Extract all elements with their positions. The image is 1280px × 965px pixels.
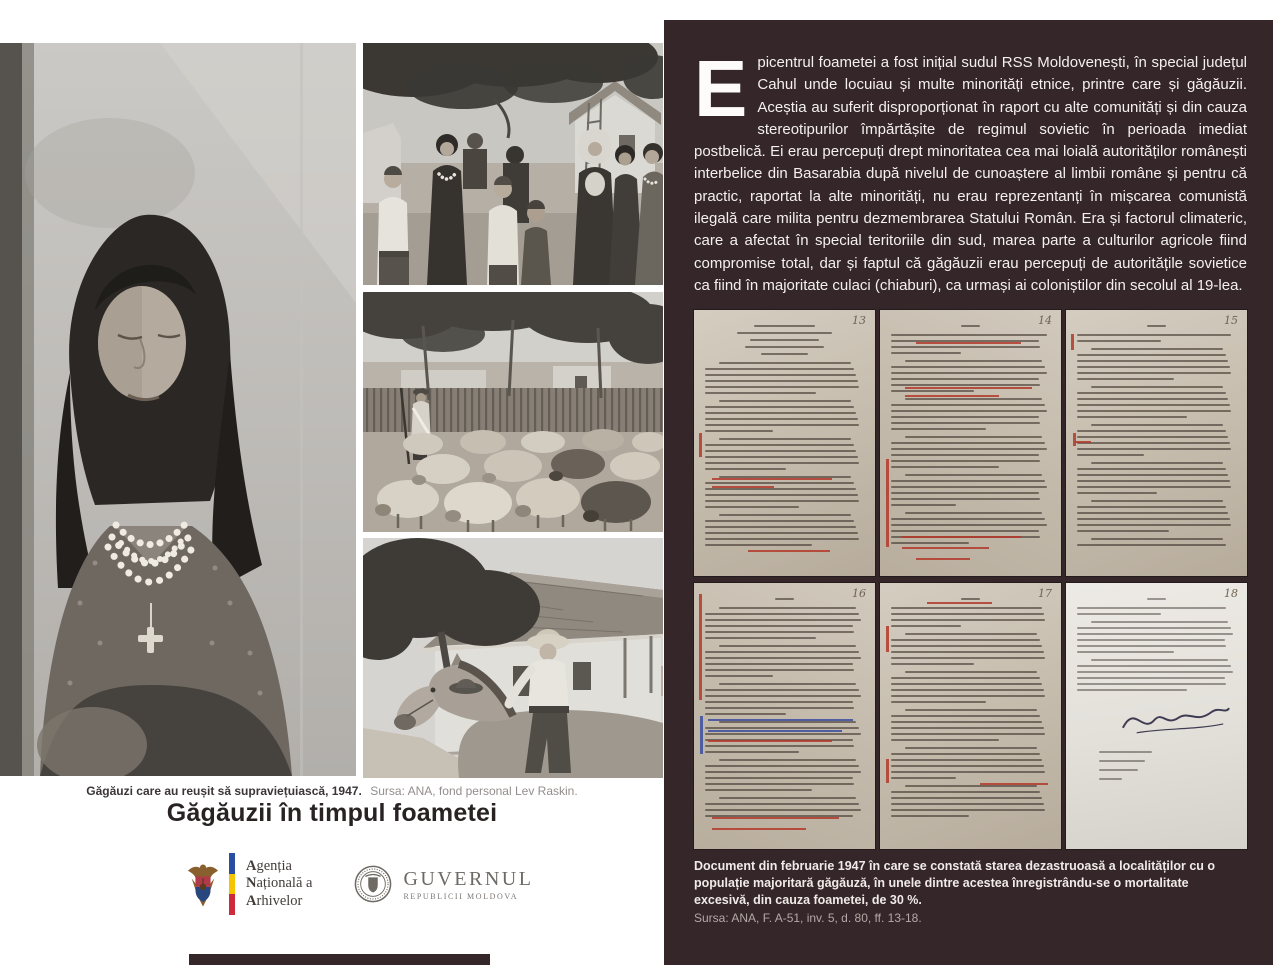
document-page-number: 17 bbox=[1038, 587, 1052, 601]
document-scan bbox=[880, 310, 1061, 576]
red-pencil-mark bbox=[712, 817, 839, 819]
photo-caption-text: Găgăuzi care au reușit să supraviețuiască, 1947. bbox=[86, 784, 362, 798]
red-pencil-mark bbox=[712, 486, 774, 488]
government-name: GUVERNUL bbox=[403, 867, 534, 890]
government-subtitle: REPUBLICII MOLDOVA bbox=[403, 891, 519, 901]
document-scan bbox=[1066, 310, 1247, 576]
photo-caption-source: Sursa: ANA, fond personal Lev Raskin. bbox=[370, 784, 578, 798]
document-page-number: 14 bbox=[1038, 314, 1052, 328]
document-caption-text: Document din februarie 1947 în care se constată starea dezastruoasă a localităților cu o populație majoritară găgăuză, în unele dintre acestea înregistrându-se o mortalitate excesivă, din cauza foametei, de 30 %. bbox=[694, 859, 1216, 908]
red-pencil-mark bbox=[905, 387, 1032, 389]
document-header-lines bbox=[705, 325, 864, 355]
document-grid bbox=[694, 310, 1247, 849]
red-pencil-mark bbox=[902, 547, 989, 549]
photo-child-on-horse bbox=[363, 538, 663, 778]
red-pencil-mark bbox=[916, 342, 1021, 344]
red-pencil-mark bbox=[699, 594, 702, 700]
red-pencil-mark bbox=[1073, 433, 1076, 446]
red-pencil-mark bbox=[699, 433, 702, 457]
red-pencil-mark bbox=[1071, 334, 1074, 350]
document-scan bbox=[880, 583, 1061, 849]
red-pencil-mark bbox=[712, 828, 806, 830]
red-pencil-mark bbox=[905, 395, 999, 397]
text-panel bbox=[664, 20, 1273, 965]
photo-group-villagers bbox=[363, 43, 663, 285]
document-text-lines bbox=[1077, 607, 1236, 691]
red-pencil-mark bbox=[916, 558, 970, 560]
red-pencil-mark bbox=[708, 740, 831, 742]
document-header-lines bbox=[705, 598, 864, 600]
document-caption-source: Sursa: ANA, F. A-51, inv. 5, d. 80, ff. 13-18. bbox=[694, 911, 922, 926]
ana-logo-line: Națională a bbox=[246, 875, 313, 892]
document-page-number: 15 bbox=[1224, 314, 1238, 328]
red-pencil-mark bbox=[902, 536, 1021, 538]
red-pencil-mark bbox=[886, 759, 889, 783]
government-logo-text bbox=[403, 868, 533, 901]
handwritten-signature bbox=[1117, 700, 1235, 740]
ana-logo bbox=[186, 853, 312, 915]
moldova-flag-stripe-icon bbox=[229, 853, 235, 915]
next-panel-edge bbox=[189, 954, 490, 965]
document-scan bbox=[1066, 583, 1247, 849]
blue-pencil-mark bbox=[708, 730, 842, 732]
ana-logo-text bbox=[246, 858, 312, 911]
intro-paragraph-text: picentrul foametei a fost inițial sudul RSS Moldovenești, în special județul Cahul unde locuiau și multe minorități etnice, printre care și găgăuzii. Aceștia au suferit disproporționat în raport cu alte comunități și din cauza stereotipurilor împărtășite de regimul sovietic în perioada imediat postbelică. Ei erau percepuți drept minoritatea cea mai loială autorităților românești interbelice din Basarabia după nivelul de cunoaștere al limbii române și pentru că practic, raportat la alte minorități, nu erau reprezentanți în mișcarea comunistă ilegală care milita pentru dezmembrarea Statului Român. Era și factorul climateric, care a afectat în special teritoriile din sud, marea parte a culturilor agricole fiind compromise total, dar și faptul că găgăuzii erau percepuți de autoritățile sovietice ca fiind în majoritate culaci (chiaburi), ca urmași ai coloniștilor din secolul al 19-lea. bbox=[694, 54, 1247, 294]
government-seal-icon bbox=[354, 865, 392, 903]
red-pencil-mark bbox=[886, 459, 889, 547]
drop-cap: E bbox=[694, 44, 748, 133]
document-page-number: 18 bbox=[1224, 587, 1238, 601]
photo-portrait-woman bbox=[0, 43, 356, 776]
document-header-lines bbox=[1077, 598, 1236, 600]
red-pencil-mark bbox=[748, 550, 829, 552]
document-header-lines bbox=[891, 325, 1050, 327]
page-title: Găgăuzii în timpul foametei bbox=[166, 799, 498, 827]
government-logo bbox=[354, 865, 533, 903]
blue-pencil-mark bbox=[708, 719, 853, 721]
document-page-number: 16 bbox=[852, 587, 866, 601]
document-text-lines bbox=[705, 607, 864, 817]
document-text-lines bbox=[705, 362, 864, 546]
document-scan bbox=[694, 583, 875, 849]
document-text-lines bbox=[891, 607, 1050, 817]
document-text-lines bbox=[891, 334, 1050, 544]
document-text-lines bbox=[1077, 334, 1236, 546]
red-pencil-mark bbox=[980, 783, 1049, 785]
red-pencil-mark bbox=[927, 602, 992, 604]
document-header-lines bbox=[1077, 325, 1236, 327]
document-caption bbox=[694, 858, 1247, 925]
moldova-coat-of-arms-icon bbox=[186, 860, 220, 908]
ana-logo-line: Arhivelor bbox=[246, 892, 303, 909]
red-pencil-mark bbox=[712, 478, 831, 480]
photo-sheep-flock bbox=[363, 292, 663, 532]
ana-logo-line: Agenția bbox=[246, 857, 292, 874]
document-scan bbox=[694, 310, 875, 576]
intro-paragraph bbox=[694, 44, 1247, 297]
document-page-number: 13 bbox=[852, 314, 866, 328]
document-tail-lines bbox=[1099, 751, 1215, 787]
photo-caption bbox=[0, 782, 664, 800]
red-pencil-mark bbox=[886, 626, 889, 653]
blue-pencil-mark bbox=[700, 716, 703, 753]
red-pencil-mark bbox=[1075, 441, 1091, 443]
logos-row bbox=[186, 849, 533, 919]
document-header-lines bbox=[891, 598, 1050, 600]
